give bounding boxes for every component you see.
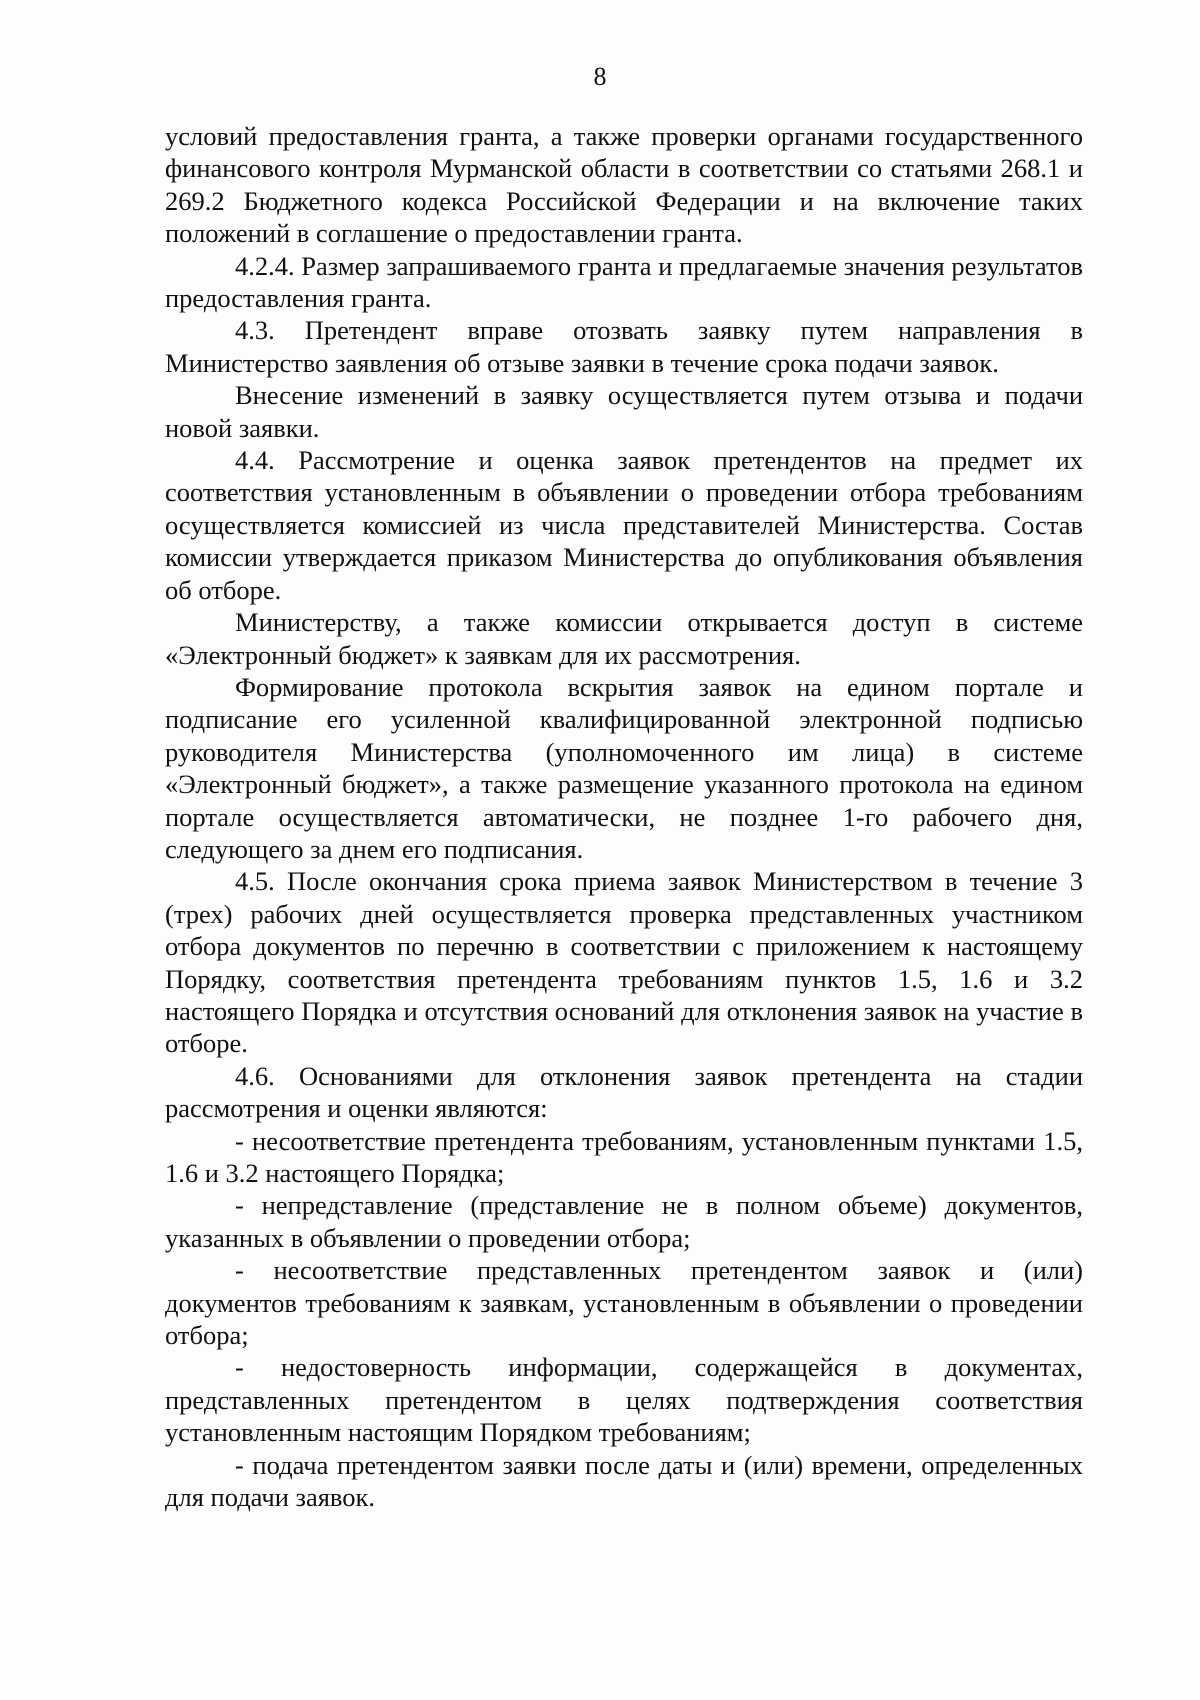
paragraph-4-6: 4.6. Основаниями для отклонения заявок претендента на стадии рассмотрения и оценки являются: <box>165 1060 1083 1124</box>
list-item-unreliable-info: - недостоверность информации, содержащейся в документах, представленных претендентом в целях подтверждения соответствия установленным настоящим Порядком требованиям; <box>165 1352 1083 1448</box>
list-item-nonsubmission: - непредставление (представление не в полном объеме) документов, указанных в объявлении о проведении отбора; <box>165 1190 1083 1253</box>
paragraph-4-4-protocol: Формирование протокола вскрытия заявок на едином портале и подписание его усиленной квалифицированной электронной подписью руководителя Министерства (уполномоченного им лица) в системе «Электронный бюджет», а также размещение указанного протокола на едином портале осуществляется автоматически, не позднее 1-го рабочего дня, следующего за днем его подписания. <box>165 671 1083 864</box>
page-number: 8 <box>593 62 607 91</box>
document-body <box>165 120 1083 1513</box>
paragraph-4-3: 4.3. Претендент вправе отозвать заявку путем направления в Министерство заявления об отзыве заявки в течение срока подачи заявок. <box>165 315 1083 378</box>
paragraph-4-3-amendments: Внесение изменений в заявку осуществляется путем отзыва и подачи новой заявки. <box>165 380 1083 443</box>
paragraph-4-5: 4.5. После окончания срока приема заявок Министерством в течение 3 (трех) рабочих дней осуществляется проверка представленных участником отбора документов по перечню в соответствии с приложением к настоящему Порядку, соответствия претендента требованиям пунктов 1.5, 1.6 и 3.2 настоящего Порядка и отсутствия оснований для отклонения заявок на участие в отборе. <box>165 866 1083 1059</box>
paragraph-4-4-access: Министерству, а также комиссии открывается доступ в системе «Электронный бюджет» к заявкам для их рассмотрения. <box>165 607 1083 670</box>
paragraph-4-2-4: 4.2.4. Размер запрашиваемого гранта и предлагаемые значения результатов предоставления гранта. <box>165 250 1083 314</box>
paragraph-continuation: условий предоставления гранта, а также проверки органами государственного финансового контроля Мурманской области в соответствии со статьями 268.1 и 269.2 Бюджетного кодекса Российской Федерации и на включение таких положений в соглашение о предоставлении гранта. <box>165 121 1083 249</box>
paragraph-4-4: 4.4. Рассмотрение и оценка заявок претендентов на предмет их соответствия установленным в объявлении о проведении отбора требованиям осуществляется комиссией из числа представителей Министерства. Состав комиссии утверждается приказом Министерства до опубликования объявления об отборе. <box>165 445 1083 605</box>
list-item-requirements-mismatch: - несоответствие представленных претендентом заявок и (или) документов требованиям к заявкам, установленным в объявлении о проведении отбора; <box>165 1255 1083 1351</box>
list-item-noncompliance: - несоответствие претендента требованиям, установленным пунктами 1.5, 1.6 и 3.2 настоящего Порядка; <box>165 1125 1083 1188</box>
list-item-late-submission: - подача претендентом заявки после даты и (или) времени, определенных для подачи заявок. <box>165 1449 1083 1513</box>
